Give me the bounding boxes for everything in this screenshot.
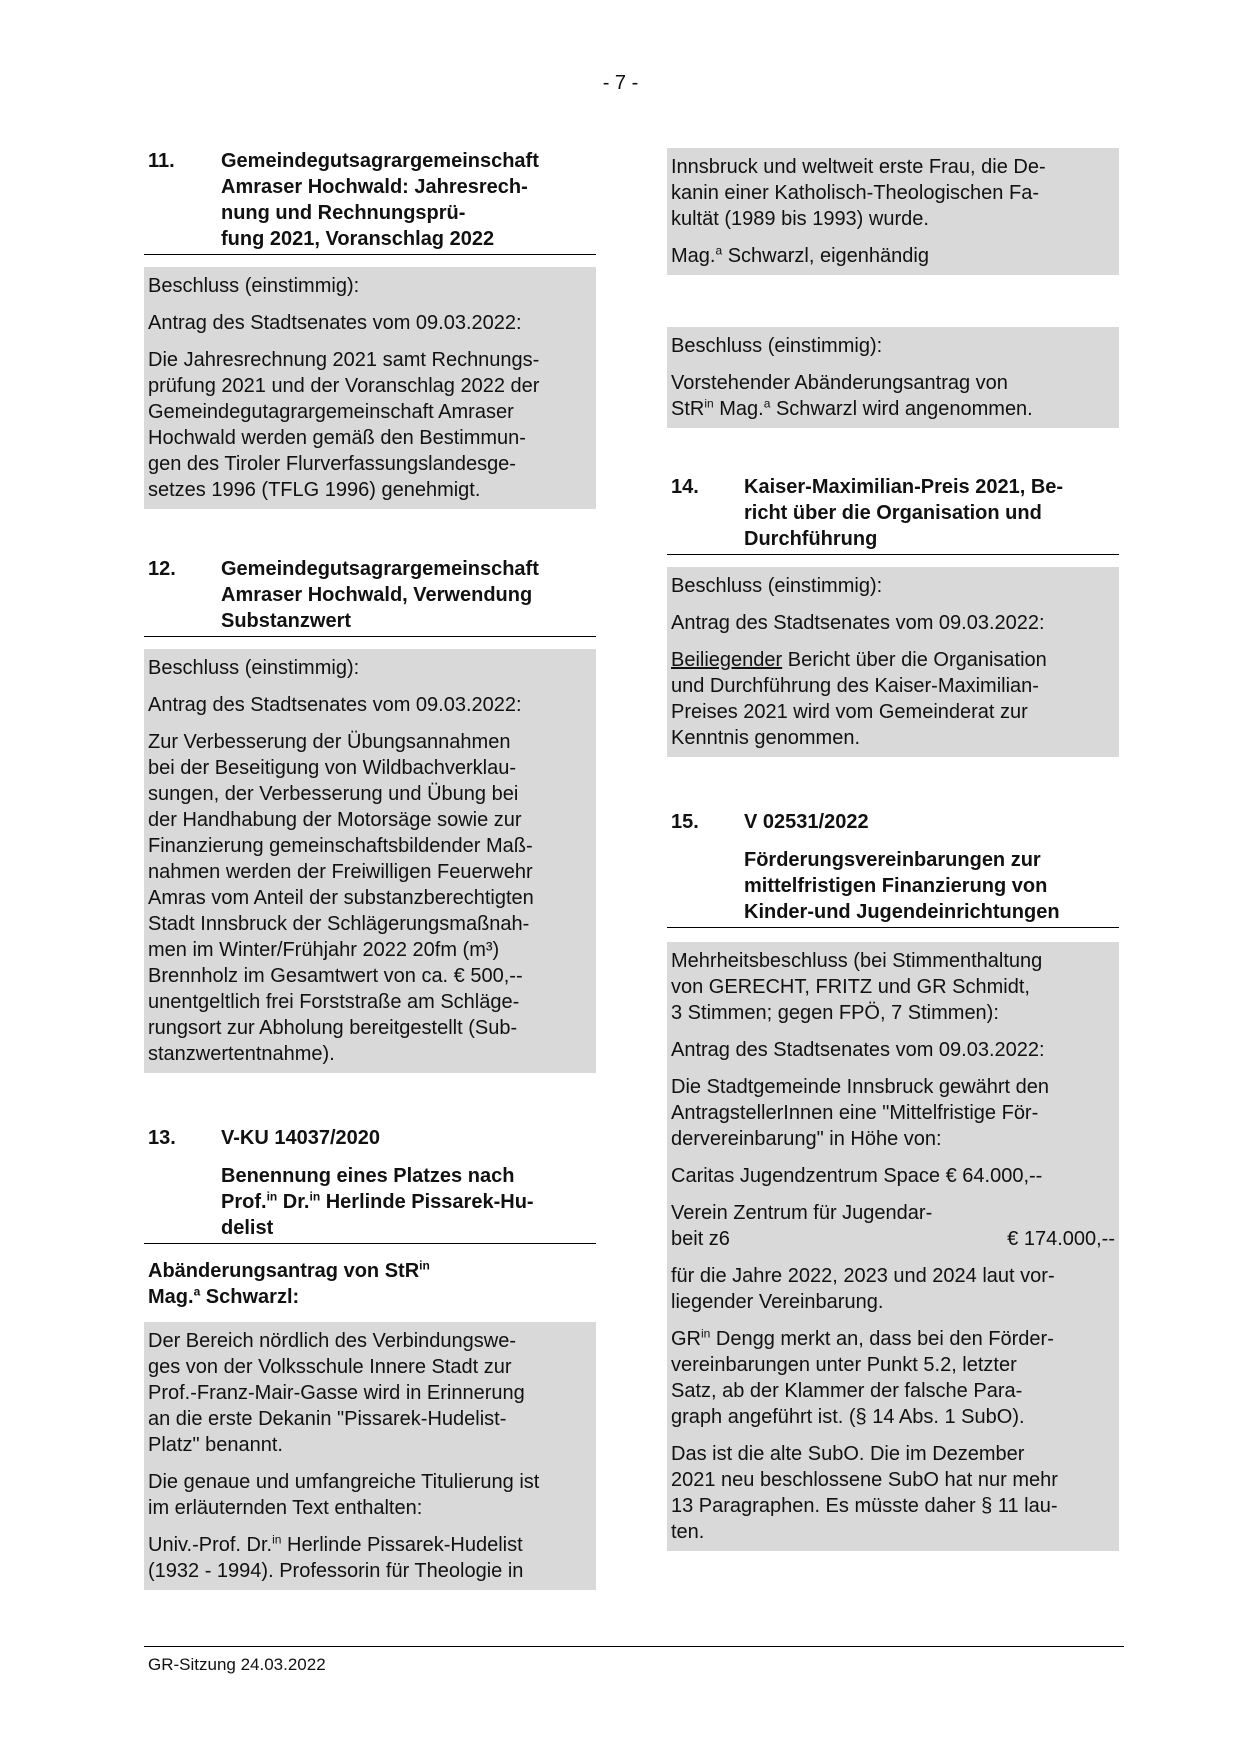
decision-label: Mehrheitsbeschluss (bei Stimmenthaltung von GERECHT, FRITZ und GR Schmidt, 3 Stimmen; gegen FPÖ, 7 Stimmen): [671,950,1043,1024]
section-title: Gemeindegutsagrargemeinschaft Amraser Hochwald, Verwendung Substanzwert [221,558,539,632]
decision-text: Die Jahresrechnung 2021 samt Rechnungs- prüfung 2021 und der Voranschlag 2022 der Gemeindegutagrargemeinschaft Amraser Hochwald werden gemäß den Bestimmun- gen des Tiroler Flurverfassungslandesge- setzes 1996 (TFLG 1996) genehmigt. [148,349,540,501]
section-title: Kaiser-Maximilian-Preis 2021, Be- richt über die Organisation und Durchführung [744,476,1064,550]
amendment-heading: Abänderungsantrag von StR$^{in}$ Mag.$^a$ Schwarzl: [148,1258,430,1308]
amendment-text-continued: Innsbruck und weltweit erste Frau, die De- kanin einer Katholisch-Theologischen Fa- kultät (1989 bis 1993) wurde. Mag.$^a$ Schwarzl, eigenhändig [667,148,1119,275]
remark-answer: Das ist die alte SubO. Die im Dezember 2021 neu beschlossene SubO hat nur mehr 13 Paragraphen. Es müsste daher § 11 lau- ten. [671,1443,1058,1543]
decision-label: Beschluss (einstimmig): [148,275,360,297]
section-number: 13. [148,1127,176,1149]
motion-label: Antrag des Stadtsenates vom 09.03.2022: [148,694,522,716]
section-15-heading [667,809,1119,835]
funding-years: für die Jahre 2022, 2023 und 2024 laut vor- liegender Vereinbarung. [671,1265,1055,1313]
decision-label: Beschluss (einstimmig): [671,575,883,597]
remark: $GR^{in}$ Dengg merkt an, dass bei den Förder- vereinbarungen unter Punkt 5.2, letzter Satz, ab der Klammer der falsche Para- graph angeführt ist. (§ 14 Abs. 1 SubO). [671,1326,1054,1428]
motion-label: Antrag des Stadtsenates vom 09.03.2022: [671,1039,1045,1061]
section-12-heading [144,556,596,637]
section-number: 14. [671,476,699,498]
signature: Mag.$^a$ Schwarzl, eigenhändig [671,243,929,267]
section-12-decision [144,649,596,1073]
section-13-title: Benennung eines Platzes nach Prof.$^{in}$ Dr.$^{in}$ Herlinde Pissarek-Hu- delist [144,1163,596,1244]
decision-text: Zur Verbesserung der Übungsannahmen bei der Beseitigung von Wildbachverklau- sungen, der Verbesserung und Übung bei der Handhabung der Motorsäge sowie zur Finanzierung gemeinschaftsbildender Maß- nahmen werden der Freiwilligen Feuerwehr Amras vom Anteil der substanzberechtigten Stadt Innsbruck der Schlägerungsmaßnah- men im Winter/Frühjahr 2022 20fm (m³) Brennholz im Gesamtwert von ca. € 500,-- unentgeltlich frei Forststraße am Schläge- rungsort zur Abholung bereitgestellt (Sub- stanzwertentnahme). [148,731,534,1065]
section-13-decision [667,327,1119,428]
funding-item-1: Caritas Jugendzentrum Space € 64.000,-- [671,1165,1043,1187]
page-footer: GR-Sitzung 24.03.2022 [144,1646,1124,1675]
section-number: 11. [148,150,175,172]
decision-text: Die Stadtgemeinde Innsbruck gewährt den AntragstellerInnen eine "Mittelfristige För- dervereinbarung" in Höhe von: [671,1076,1050,1150]
decision-text: Beiliegender Bericht über die Organisation und Durchführung des Kaiser-Maximilian- Preises 2021 wird vom Gemeinderat zur Kenntnis genommen. [671,649,1047,749]
section-11-decision [144,267,596,509]
decision-label: Beschluss (einstimmig): [671,335,883,357]
section-15-title: Förderungsvereinbarungen zur mittelfristigen Finanzierung von Kinder-und Jugendeinrichtungen [667,847,1119,928]
section-15-decision [667,942,1119,1551]
decision-label: Beschluss (einstimmig): [148,657,360,679]
page-number: - 7 - [602,72,639,94]
decision-text: Vorstehender Abänderungsantrag von StR$^{in}$ Mag.$^a$ Schwarzl wird angenommen. [671,372,1033,420]
motion-label: Antrag des Stadtsenates vom 09.03.2022: [671,612,1045,634]
amendment-text: Der Bereich nördlich des Verbindungswe- ges von der Volksschule Innere Stadt zur Prof.-Franz-Mair-Gasse wird in Erinnerung an die erste Dekanin "Pissarek-Hudelist- Platz" benannt. Die genaue und umfangreiche Titulierung ist im erläuternden Text enthalten: Univ.-Prof. Dr.$^{in}$ Herlinde Pissarek-Hudelist (1932 - 1994). Professorin für Theologie in [144,1322,596,1590]
funding-item-2: Verein Zentrum für Jugendar- beit z6 € 174.000,-- [671,1202,1115,1250]
left-column [144,148,596,1590]
section-reference: V-KU 14037/2020 [221,1127,381,1149]
section-title: Gemeindegutsagrargemeinschaft Amraser Hochwald: Jahresrech- nung und Rechnungsprü- fung 2021, Voranschlag 2022 [221,150,539,250]
section-13-heading [144,1125,596,1151]
section-reference: V 02531/2022 [744,811,869,833]
motion-label: Antrag des Stadtsenates vom 09.03.2022: [148,312,522,334]
section-number: 15. [671,811,699,833]
section-11-heading [144,148,596,255]
section-14-heading [667,474,1119,555]
right-column [667,148,1119,1551]
section-14-decision [667,567,1119,757]
section-number: 12. [148,558,176,580]
